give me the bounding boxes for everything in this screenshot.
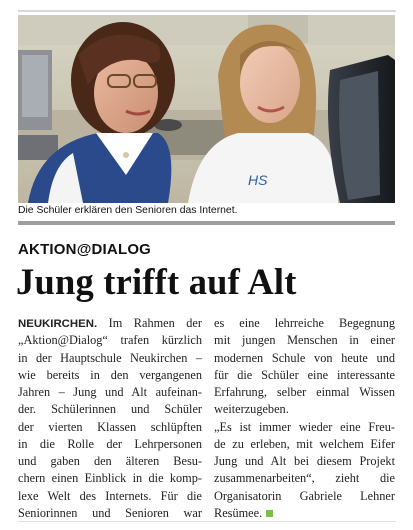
top-border (18, 10, 396, 12)
dateline: NEUKIRCHEN. (18, 318, 98, 330)
text-line: in der Hauptschule Neukirchen – (18, 350, 202, 365)
text-line: der vierten Klassen schlüpften (18, 419, 202, 434)
text-line: wie bereits in den vergangenen (18, 367, 202, 382)
text-line (18, 315, 202, 332)
text-line: weiterzugeben. (214, 402, 289, 417)
text-line: und gaben den älteren Besu- (18, 454, 202, 468)
bottom-border (18, 521, 396, 522)
text-line-content: Im Rahmen der (108, 316, 202, 330)
shirt-print-text: HS (248, 172, 268, 188)
section-divider (18, 221, 395, 225)
text-line-content: Resümee. (214, 505, 263, 520)
text-line: Seniorinnen und Senioren war (18, 505, 202, 520)
text-line: „Aktion@Dialog“ trafen kürzlich (18, 333, 202, 348)
photo-caption: Die Schüler erklären den Senioren das Internet. (18, 205, 238, 216)
text-line: Jahren – Jung und Alt aufeinan- (18, 385, 202, 399)
text-column-right (214, 315, 395, 522)
text-line: es eine lehrreiche Begegnung (214, 316, 395, 330)
text-line: Jung und Alt bei diesem Projekt (214, 454, 395, 468)
text-line: der. Schülerinnen und Schüler (18, 402, 202, 417)
text-line: Organisatorin Gabriele Lehner (214, 488, 395, 503)
end-of-article-square-icon (266, 510, 273, 517)
text-line: de zu erleben, mit welchem Eifer (214, 436, 395, 451)
text-line: modernen Schule von heute und (214, 350, 395, 365)
text-line (214, 505, 395, 522)
photo-illustration (18, 15, 395, 203)
article-photo (18, 15, 395, 203)
text-line: zusammenarbeiten“, zieht die (214, 471, 395, 486)
text-line: Erfahrung, selber einmal Wissen (214, 385, 395, 399)
text-line: lexe Welt des Internets. Für die (18, 488, 202, 503)
text-line: für die Schüler eine interessante (214, 367, 395, 382)
text-line: chern einen Einblick in die komp- (18, 471, 202, 486)
text-line: mit jungen Menschen in einer (214, 333, 395, 348)
text-line: „Es ist immer wieder eine Freu- (214, 419, 395, 434)
text-line: in die Rolle der Lehrpersonen (18, 436, 202, 451)
headline: Jung trifft auf Alt (16, 261, 297, 302)
text-column-left (18, 315, 202, 522)
kicker: AKTION@DIALOG (18, 241, 152, 258)
